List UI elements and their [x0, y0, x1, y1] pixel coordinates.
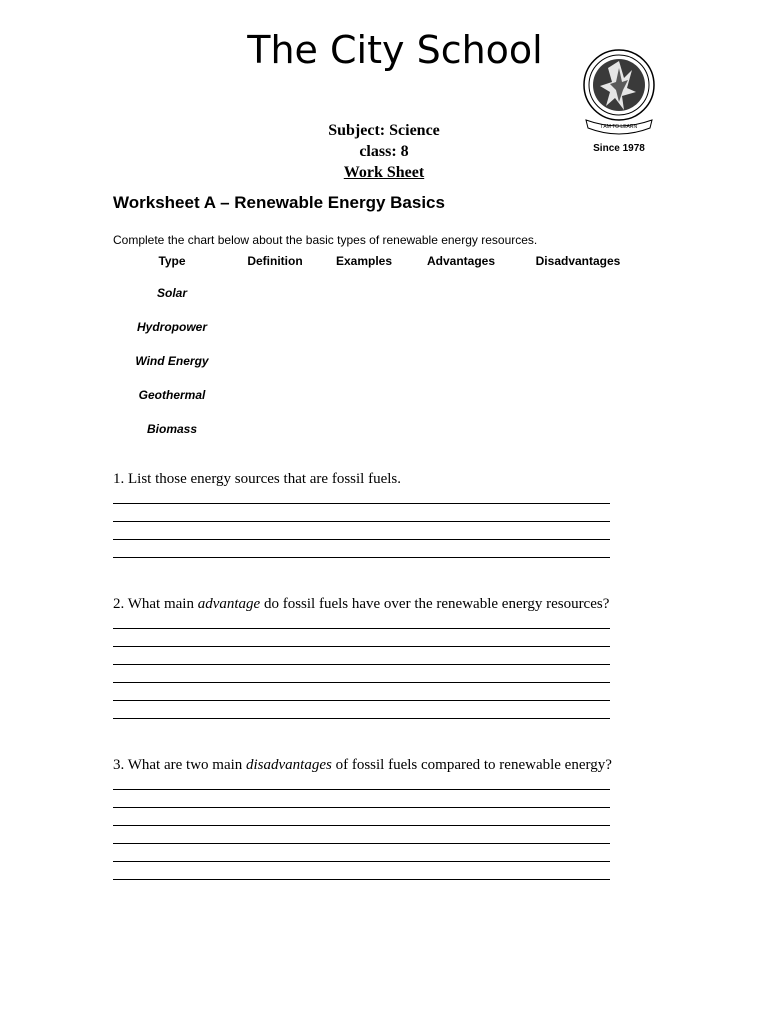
- since-text: Since 1978: [593, 143, 645, 154]
- worksheet-label-text: Work Sheet: [343, 164, 425, 181]
- answer-line[interactable]: [113, 879, 610, 880]
- question-3-text-start: 3. What are two main: [113, 757, 247, 773]
- row-hydropower: Hydropower: [136, 320, 207, 334]
- logo-motto: I AM TO LEARN: [600, 124, 638, 130]
- worksheet-label: [0, 162, 768, 183]
- answer-line[interactable]: [113, 646, 610, 647]
- col-examples: Examples: [335, 254, 393, 268]
- answer-line[interactable]: [113, 825, 610, 826]
- question-2-text-end: do fossil fuels have over the renewable energy resources?: [260, 596, 610, 612]
- instructions: Complete the chart below about the basic types of renewable energy resources.: [113, 233, 538, 247]
- answer-line[interactable]: [113, 718, 610, 719]
- answer-line[interactable]: [113, 789, 610, 790]
- subject-line: Subject: Science: [328, 122, 440, 139]
- answer-line[interactable]: [113, 539, 610, 540]
- row-biomass: Biomass: [146, 422, 198, 436]
- col-definition: Definition: [247, 254, 303, 268]
- answer-line[interactable]: [113, 557, 610, 558]
- question-3-emphasis: disadvantages: [246, 757, 332, 773]
- answer-line[interactable]: [113, 682, 610, 683]
- answer-line[interactable]: [113, 843, 610, 844]
- row-solar: Solar: [156, 286, 187, 300]
- question-2: [113, 596, 609, 613]
- answer-line[interactable]: [113, 521, 610, 522]
- question-3-text-end: of fossil fuels compared to renewable energy?: [331, 757, 612, 773]
- class-line: class: 8: [359, 143, 409, 160]
- question-3: [113, 757, 612, 774]
- row-geothermal: Geothermal: [138, 388, 206, 402]
- answer-line[interactable]: [113, 807, 610, 808]
- school-name: The City School: [247, 28, 543, 72]
- question-2-text-start: 2. What main: [113, 596, 198, 612]
- row-wind-energy: Wind Energy: [135, 354, 209, 368]
- answer-line[interactable]: [113, 503, 610, 504]
- answer-line[interactable]: [113, 664, 610, 665]
- answer-line[interactable]: [113, 628, 610, 629]
- col-advantages: Advantages: [426, 254, 496, 268]
- worksheet-title: Worksheet A – Renewable Energy Basics: [113, 193, 445, 212]
- question-2-emphasis: advantage: [197, 596, 261, 612]
- col-disadvantages: Disadvantages: [535, 254, 621, 268]
- question-1: [113, 471, 401, 488]
- subject-block: [0, 120, 768, 183]
- answer-line[interactable]: [113, 861, 610, 862]
- question-1-text: 1. List those energy sources that are fossil fuels.: [113, 471, 401, 487]
- answer-line[interactable]: [113, 700, 610, 701]
- col-type: Type: [158, 254, 186, 268]
